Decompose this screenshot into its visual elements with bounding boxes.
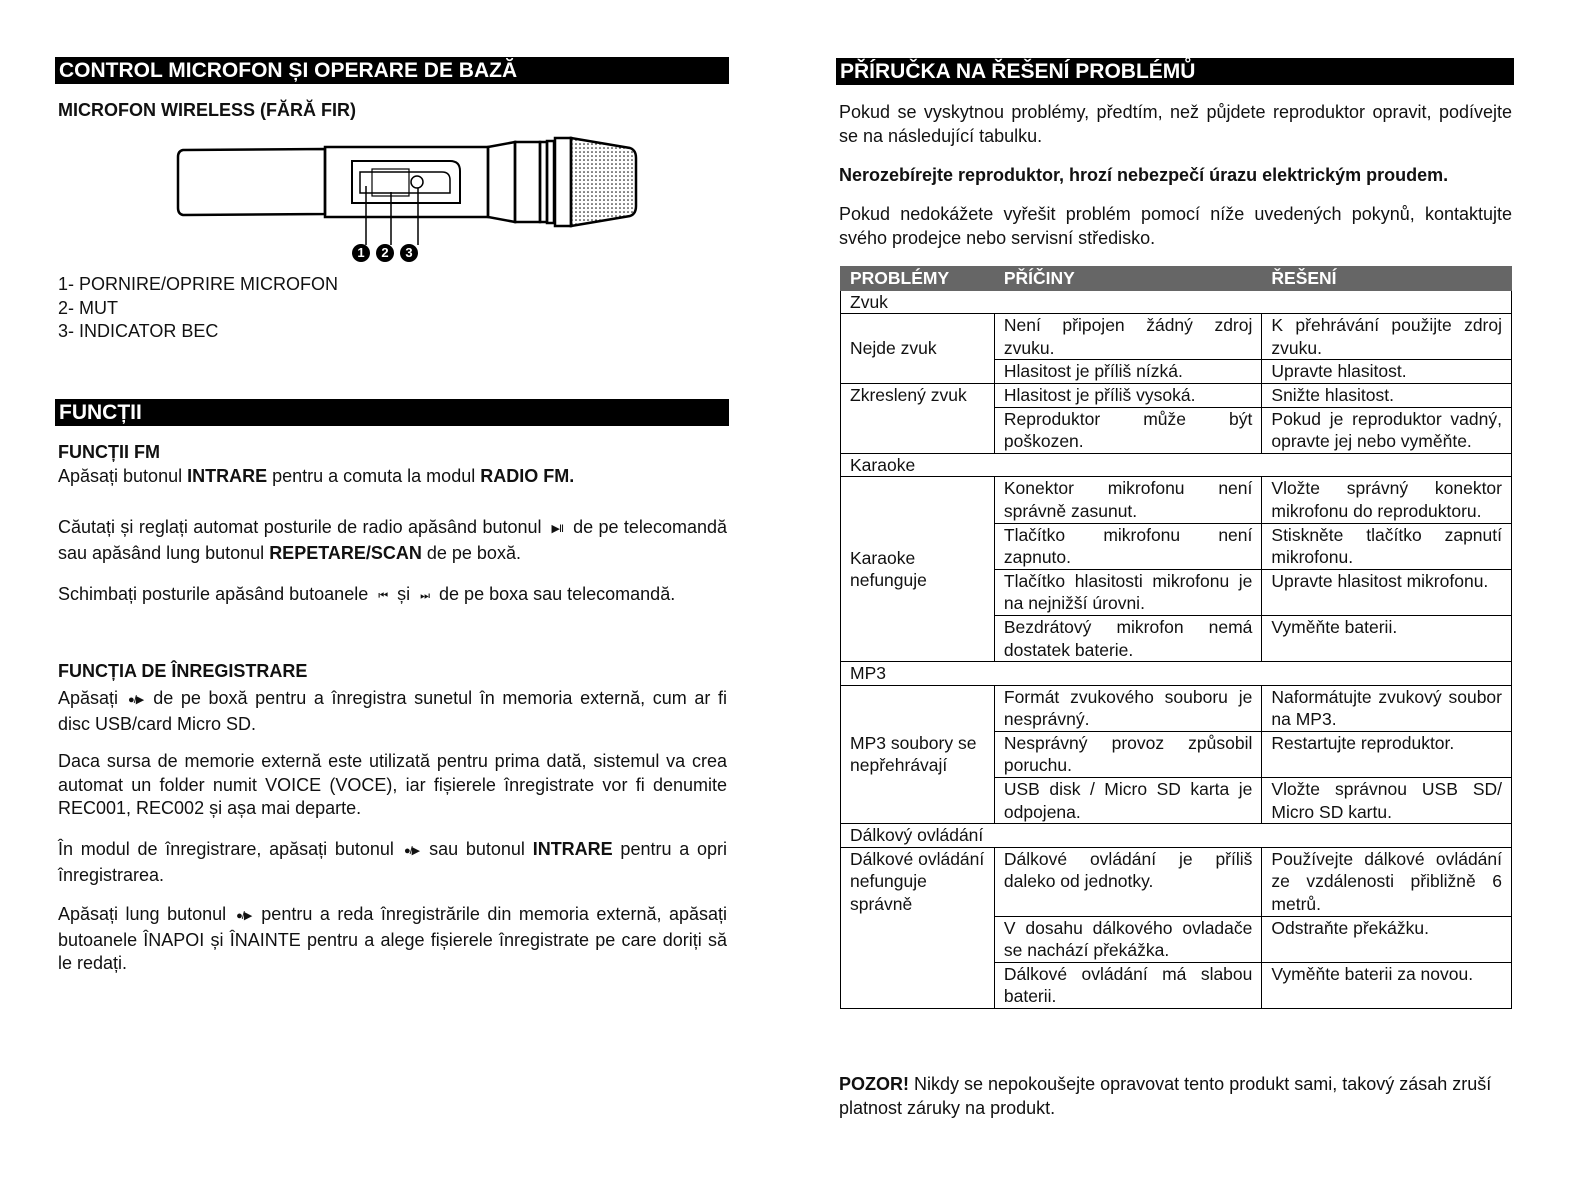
- solution-cell: Naformátujte zvukový soubor na MP3.: [1262, 685, 1512, 731]
- section-row: [841, 662, 1512, 686]
- cause-cell: Bezdrátový mikrofon nemá dostatek baterie.: [994, 615, 1262, 661]
- problem-cell: Dálkové ovládání nefunguje správně: [841, 847, 995, 1008]
- table-row: [841, 383, 1512, 407]
- header-problems: PROBLÉMY: [841, 267, 995, 291]
- text: Apăsați: [58, 688, 119, 708]
- cause-cell: Nesprávný provoz způsobil poruchu.: [994, 731, 1262, 777]
- contact-paragraph: Pokud nedokážete vyřešit problém pomocí níže uvedených pokynů, kontaktujte svého prodejce nebo servisní středisko.: [839, 204, 1512, 248]
- section-title: MP3: [841, 662, 1512, 686]
- record-paragraph-4: [58, 903, 727, 976]
- caution-label: POZOR!: [839, 1074, 909, 1094]
- header-solutions: ŘEŠENÍ: [1262, 267, 1512, 291]
- record-paragraph-3: [58, 838, 727, 887]
- table-row: [841, 477, 1512, 523]
- bold-text: INTRARE: [187, 466, 268, 486]
- fm-paragraph-2: [58, 516, 727, 565]
- section-row: [841, 290, 1512, 314]
- solution-cell: Odstraňte překážku.: [1262, 916, 1512, 962]
- cause-cell: Tlačítko mikrofonu není zapnuto.: [994, 523, 1262, 569]
- bold-text: REPETARE/SCAN: [269, 542, 422, 563]
- solution-cell: K přehrávání použijte zdroj zvuku.: [1262, 314, 1512, 360]
- callout-numbers: [352, 244, 418, 262]
- record-play-icon: ●/▶: [128, 694, 144, 706]
- text: pentru a opri înregistrarea.: [58, 839, 727, 885]
- section-row: [841, 824, 1512, 848]
- solution-cell: Vyměňte baterii za novou.: [1262, 962, 1512, 1008]
- solution-cell: Vložte správný konektor mikrofonu do reproduktoru.: [1262, 477, 1512, 523]
- header-causes: PŘÍČINY: [994, 267, 1262, 291]
- caution-note: [839, 1073, 1512, 1120]
- solution-cell: Upravte hlasitost mikrofonu.: [1262, 569, 1512, 615]
- previous-icon: ⏮: [378, 590, 388, 602]
- table-row: [841, 314, 1512, 360]
- cause-cell: USB disk / Micro SD karta je odpojena.: [994, 778, 1262, 824]
- section-row: [841, 453, 1512, 477]
- cause-cell: Tlačítko hlasitosti mikrofonu je na nejnižší úrovni.: [994, 569, 1262, 615]
- table-header-row: [841, 267, 1512, 291]
- bold-text: RADIO FM.: [480, 466, 575, 486]
- cause-cell: V dosahu dálkového ovladače se nachází překážka.: [994, 916, 1262, 962]
- text: Schimbați posturile apăsând butoanele: [58, 584, 369, 604]
- solution-cell: Restartujte reproduktor.: [1262, 731, 1512, 777]
- record-play-icon: ●/▶: [403, 845, 420, 857]
- table-row: [841, 847, 1512, 916]
- bold-text: INTRARE: [532, 839, 613, 859]
- cause-cell: Formát zvukového souboru je nesprávný.: [994, 685, 1262, 731]
- table-row: [841, 685, 1512, 731]
- list-item: 3- INDICATOR BEC: [58, 321, 219, 342]
- text: Căutați și reglați automat posturile de radio apăsând butonul: [58, 517, 542, 537]
- solution-cell: Vložte správnou USB SD/ Micro SD kartu.: [1262, 778, 1512, 824]
- list-item: 1- PORNIRE/OPRIRE MICROFON: [58, 274, 339, 294]
- fm-title: FUNCȚII FM: [58, 442, 160, 462]
- troubleshooting-table: [840, 266, 1512, 1009]
- text: Apăsați butonul: [58, 466, 188, 486]
- section-title: Dálkový ovládání: [841, 824, 1512, 848]
- cause-cell: Hlasitost je příliš vysoká.: [994, 383, 1262, 407]
- mic-title: MICROFON WIRELESS (FĂRĂ FIR): [58, 100, 356, 120]
- problem-cell: Nejde zvuk: [841, 314, 995, 384]
- section-header-microphone: CONTROL MICROFON ȘI OPERARE DE BAZĂ: [55, 57, 729, 84]
- cause-cell: Reproduktor může být poškozen.: [994, 407, 1262, 453]
- problem-cell: Karaoke nefunguje: [841, 477, 995, 662]
- cause-cell: Hlasitost je příliš nízká.: [994, 360, 1262, 384]
- safety-warning: Nerozebírejte reproduktor, hrozí nebezpečí úrazu elektrickým proudem.: [839, 165, 1449, 185]
- text: sau butonul: [429, 839, 533, 859]
- record-play-icon: ●/▶: [236, 910, 252, 922]
- record-title: FUNCȚIA DE ÎNREGISTRARE: [58, 661, 308, 681]
- play-pause-icon: ▶II: [551, 523, 564, 535]
- callout-3: 3: [400, 244, 418, 262]
- text: de pe boxă pentru a înregistra sunetul în memoria externă, cum ar fi disc USB/card Micro SD.: [58, 688, 727, 734]
- solution-cell: Pokud je reproduktor vadný, opravte jej nebo vyměňte.: [1262, 407, 1512, 453]
- cause-cell: Není připojen žádný zdroj zvuku.: [994, 314, 1262, 360]
- fm-paragraph-1: [58, 465, 727, 489]
- solution-cell: Stiskněte tlačítko zapnutí mikrofonu.: [1262, 523, 1512, 569]
- fm-paragraph-3: [58, 583, 738, 609]
- intro-paragraph: Pokud se vyskytnou problémy, předtím, než půjdete reproduktor opravit, podívejte se na následující tabulku.: [839, 102, 1512, 146]
- section-title: Karaoke: [841, 453, 1512, 477]
- record-paragraph-1: [58, 687, 727, 736]
- section-header-functions: FUNCȚII: [55, 399, 729, 426]
- record-paragraph-2: Daca sursa de memorie externă este utilizată pentru prima dată, sistemul va crea automat un folder numit VOICE (VOCE), iar fișierele înregistrate vor fi denumite REC001, REC002 și așa mai departe.: [58, 751, 727, 819]
- cause-cell: Konektor mikrofonu není správně zasunut.: [994, 477, 1262, 523]
- section-header-troubleshooting: PŘÍRUČKA NA ŘEŠENÍ PROBLÉMŮ: [836, 58, 1514, 85]
- next-icon: ⏭: [420, 590, 430, 602]
- cause-cell: Dálkové ovládání má slabou baterii.: [994, 962, 1262, 1008]
- caution-text: Nikdy se nepokoušejte opravovat tento produkt sami, takový zásah zruší platnost záruky na produkt.: [839, 1074, 1492, 1118]
- text: pentru a reda înregistrările din memoria externă, apăsați butoanele ÎNAPOI și ÎNAINTE pentru a alege fișierele înregistrate pe care doriți să le redați.: [58, 904, 728, 974]
- text: de pe telecomandă sau apăsând lung butonul: [58, 517, 727, 563]
- callout-2: 2: [376, 244, 394, 262]
- problem-cell: Zkreslený zvuk: [841, 383, 995, 453]
- callout-1: 1: [352, 244, 370, 262]
- text: și: [397, 584, 411, 604]
- solution-cell: Snižte hlasitost.: [1262, 383, 1512, 407]
- section-title: Zvuk: [841, 290, 1512, 314]
- problem-cell: MP3 soubory se nepřehrávají: [841, 685, 995, 824]
- text: În modul de înregistrare, apăsați butonul: [58, 839, 394, 859]
- solution-cell: Používejte dálkové ovládání ze vzdálenosti přibližně 6 metrů.: [1262, 847, 1512, 916]
- text: Apăsați lung butonul: [58, 904, 227, 924]
- text: de pe boxă.: [421, 542, 521, 563]
- text: de pe boxa sau telecomandă.: [439, 584, 676, 604]
- control-list: [58, 273, 338, 344]
- text: pentru a comuta la modul: [267, 466, 481, 486]
- cause-cell: Dálkové ovládání je příliš daleko od jednotky.: [994, 847, 1262, 916]
- solution-cell: Vyměňte baterii.: [1262, 615, 1512, 661]
- solution-cell: Upravte hlasitost.: [1262, 360, 1512, 384]
- list-item: 2- MUT: [58, 297, 118, 318]
